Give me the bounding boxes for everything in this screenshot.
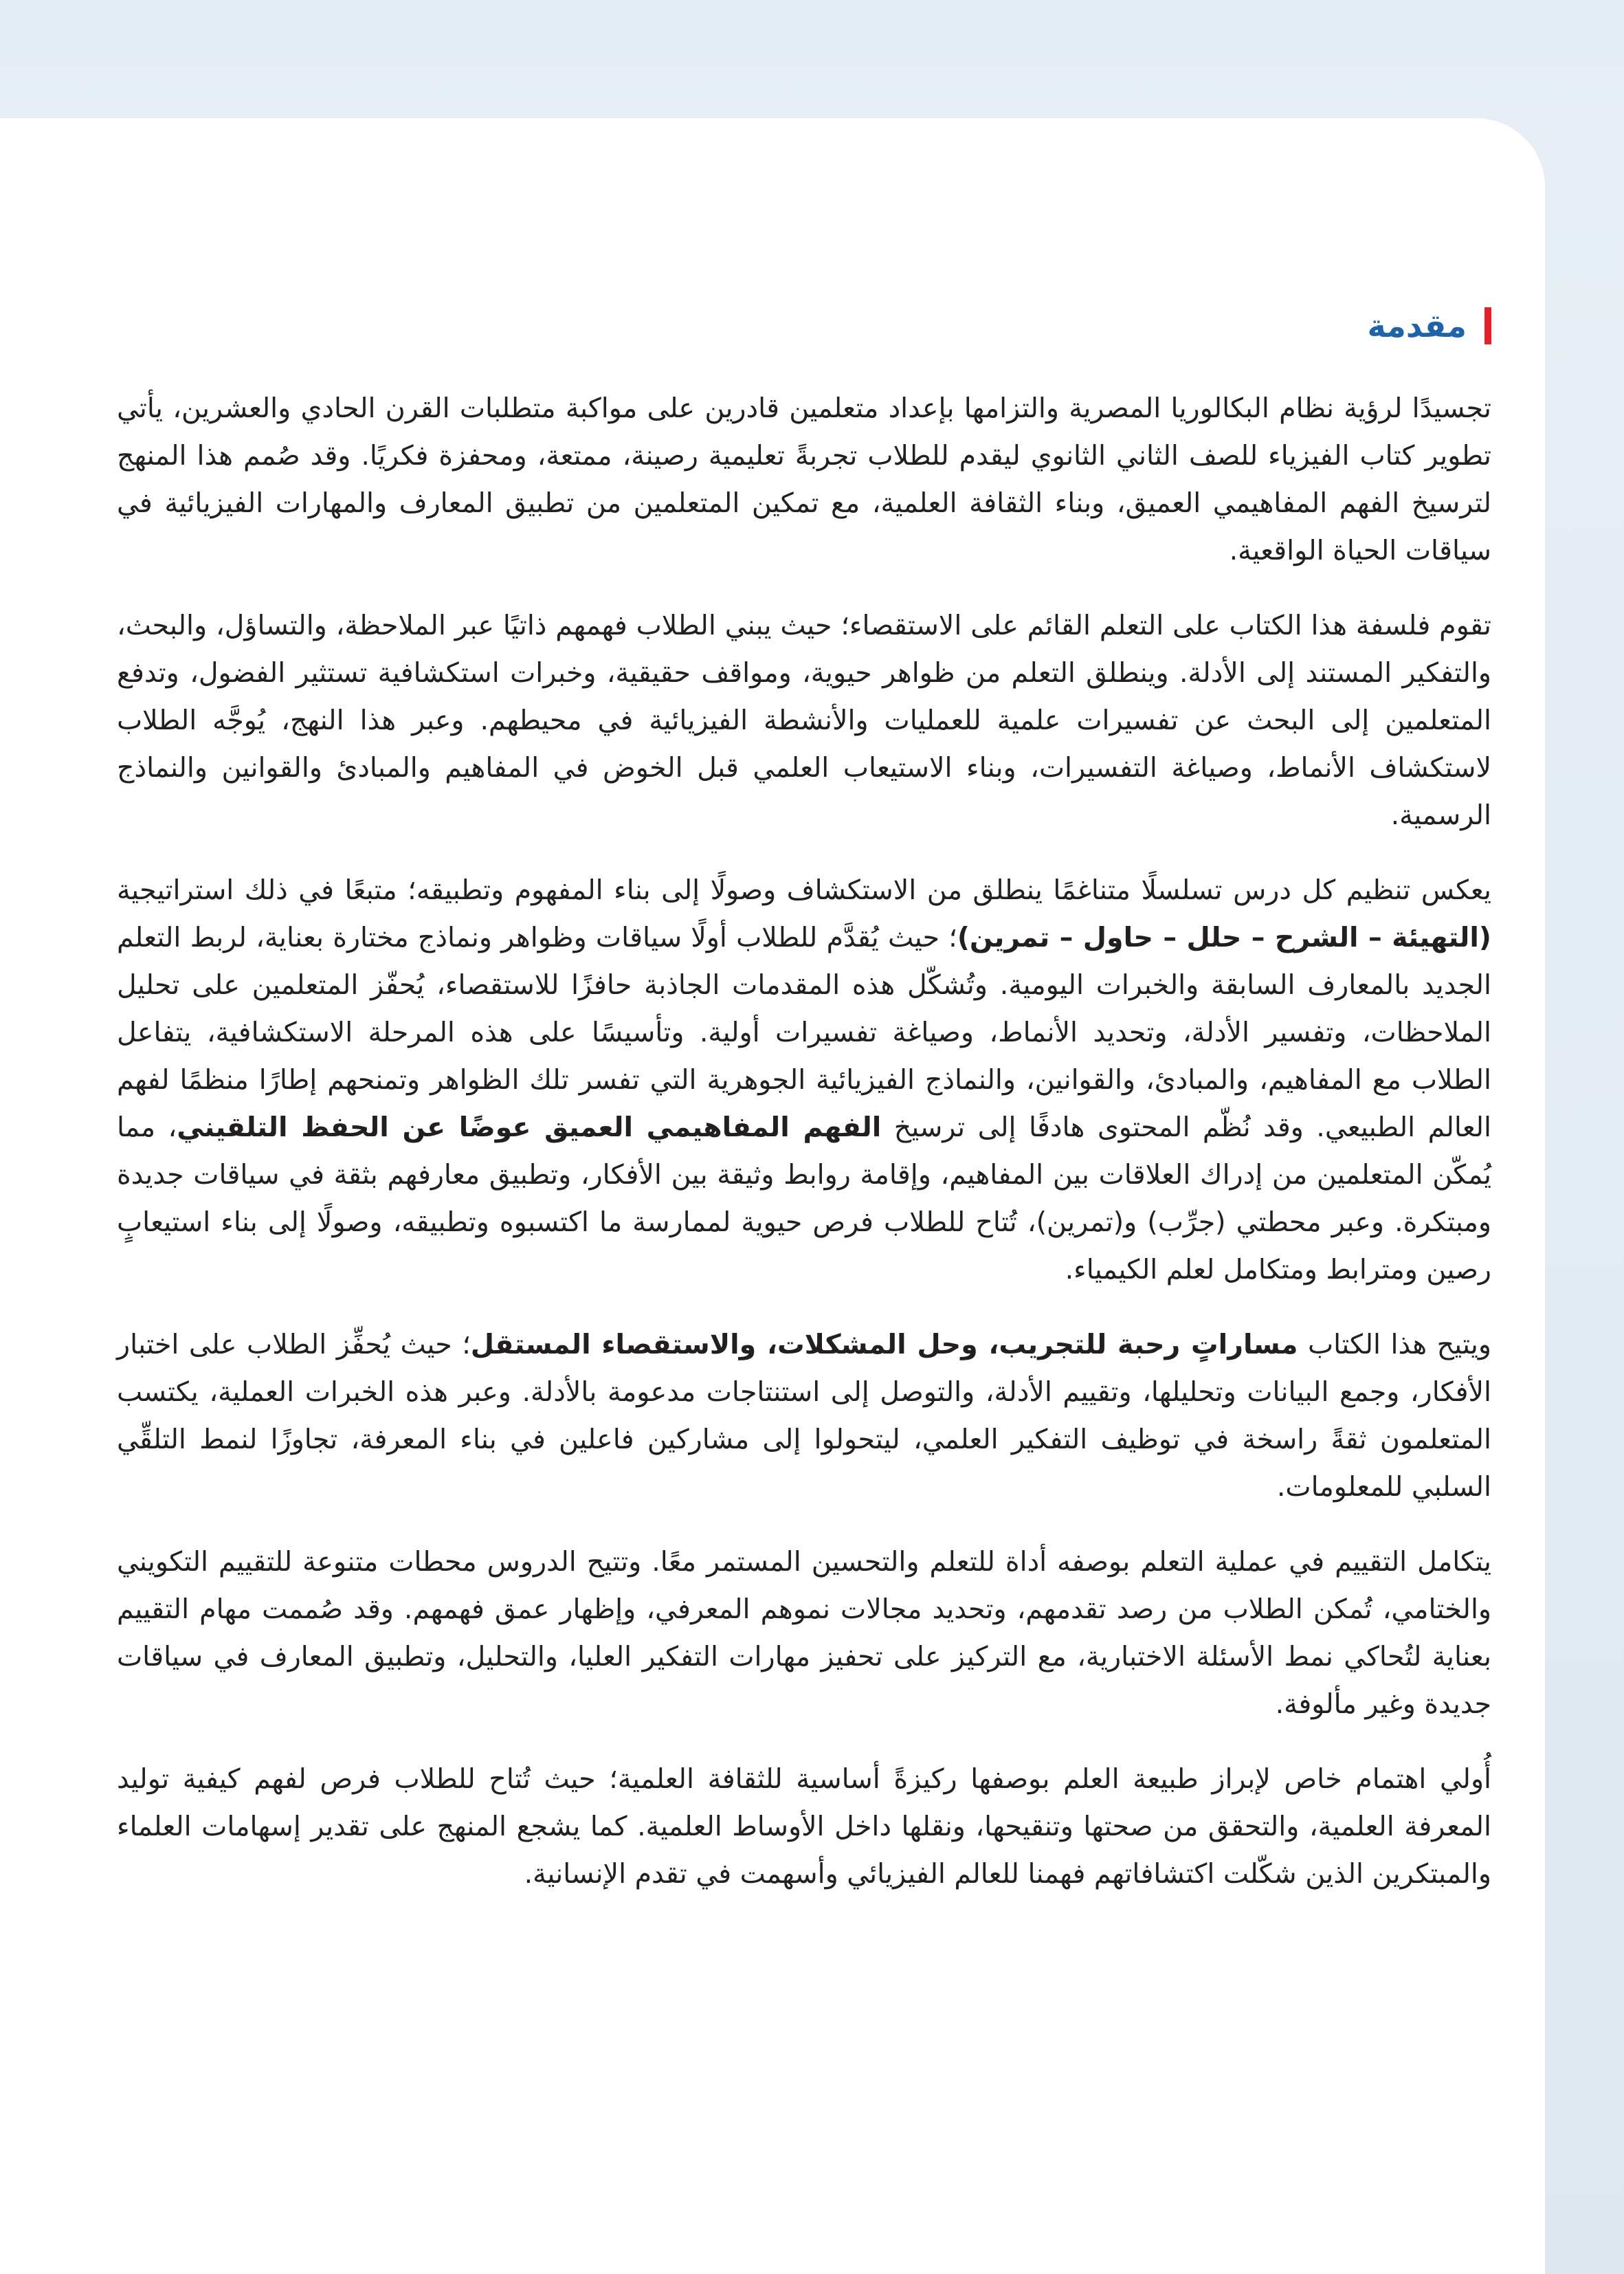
- paragraph-2: [117, 602, 1491, 839]
- heading-title: مقدمة: [1367, 307, 1467, 344]
- paragraph-bold-segment: الفهم المفاهيمي العميق عوضًا عن الحفظ التلقيني: [177, 1112, 882, 1143]
- paragraph-segment: ويتيح هذا الكتاب: [1298, 1329, 1491, 1360]
- paragraph-segment: يتكامل التقييم في عملية التعلم بوصفه أداة للتعلم والتحسين المستمر معًا. وتتيح الدروس محطات متنوعة للتقييم التكويني والختامي، تُمكن الطلاب من رصد تقدمهم، وتحديد مجالات نموهم المعرفي، وإظهار عمق فهمهم. وقد صُممت مهام التقييم بعناية لتُحاكي نمط الأسئلة الاختبارية، مع التركيز على تحفيز مهارات التفكير العليا، والتحليل، وتطبيق المعارف في سياقات جديدة وغير مألوفة.: [117, 1546, 1491, 1720]
- page-card: [0, 118, 1545, 2274]
- paragraph-bold-segment: مساراتٍ رحبة للتجريب، وحل المشكلات، والاستقصاء المستقل: [470, 1329, 1298, 1360]
- paragraph-segment: ؛ حيث يُحفِّز الطلاب على اختبار الأفكار، وجمع البيانات وتحليلها، وتقييم الأدلة، والتوصل إلى استنتاجات مدعومة بالأدلة. وعبر هذه الخبرات العملية، يكتسب المتعلمون ثقةً راسخة في توظيف التفكير العلمي، ليتحولوا إلى مشاركين فاعلين في بناء المعرفة، تجاوزًا لنمط التلقِّي السلبي للمعلومات.: [117, 1329, 1491, 1503]
- paragraph-segment: أُولي اهتمام خاص لإبراز طبيعة العلم بوصفها ركيزةً أساسية للثقافة العلمية؛ حيث تُتاح للطلاب فرص لفهم كيفية توليد المعرفة العلمية، والتحقق من صحتها وتنقيحها، ونقلها داخل الأوساط العلمية. كما يشجع المنهج على تقدير إسهامات العلماء والمبتكرين الذين شكّلت اكتشافاتهم فهمنا للعالم الفيزيائي وأسهمت في تقدم الإنسانية.: [117, 1763, 1491, 1890]
- page-content: [117, 305, 1491, 1925]
- paragraph-segment: يعكس تنظيم كل درس تسلسلًا متناغمًا ينطلق من الاستكشاف وصولًا إلى بناء المفهوم وتطبيقه؛ متبعًا في ذلك استراتيجية: [117, 874, 1491, 906]
- paragraph-segment: ؛ حيث يُقدَّم للطلاب أولًا سياقات وظواهر ونماذج مختارة بعناية، لربط التعلم الجديد بالمعارف السابقة والخبرات اليومية. وتُشكّل هذه المقدمات الجاذبة حافزًا للاستقصاء، يُحفّز المتعلمين على تحليل الملاحظات، وتفسير الأدلة، وتحديد الأنماط، وصياغة تفسيرات أولية. وتأسيسًا على هذه المرحلة الاستكشافية، يتفاعل الطلاب مع المفاهيم، والمبادئ، والقوانين، والنماذج الفيزيائية الجوهرية التي تفسر تلك الظواهر وتمنحهم إطارًا منظمًا لفهم العالم الطبيعي. وقد نُظّم المحتوى هادفًا إلى ترسيخ: [117, 922, 1491, 1143]
- paragraph-segment: تجسيدًا لرؤية نظام البكالوريا المصرية والتزامها بإعداد متعلمين قادرين على مواكبة متطلبات القرن الحادي والعشرين، يأتي تطوير كتاب الفيزياء للصف الثاني الثانوي ليقدم للطلاب تجربةً تعليمية رصينة، ممتعة، ومحفزة فكريًا. وقد صُمم هذا المنهج لترسيخ الفهم المفاهيمي العميق، وبناء الثقافة العلمية، مع تمكين المتعلمين من تطبيق المعارف والمهارات الفيزيائية في سياقات الحياة الواقعية.: [117, 393, 1491, 566]
- paragraph-5: [117, 1538, 1491, 1728]
- paragraph-6: [117, 1756, 1491, 1898]
- paragraph-bold-segment: (التهيئة – الشرح – حلل – حاول – تمرين): [957, 922, 1491, 953]
- paragraph-segment: تقوم فلسفة هذا الكتاب على التعلم القائم على الاستقصاء؛ حيث يبني الطلاب فهمهم ذاتيًا عبر الملاحظة، والتساؤل، والبحث، والتفكير المستند إلى الأدلة. وينطلق التعلم من ظواهر حيوية، ومواقف حقيقية، وخبرات استكشافية تستثير الفضول، وتدفع المتعلمين إلى البحث عن تفسيرات علمية للعمليات والأنشطة الفيزيائية في محيطهم. وعبر هذا النهج، يُوجَّه الطلاب لاستكشاف الأنماط، وصياغة التفسيرات، وبناء الاستيعاب العلمي قبل الخوض في المفاهيم والمبادئ والقوانين والنماذج الرسمية.: [117, 610, 1491, 831]
- paragraph-1: [117, 385, 1491, 575]
- paragraph-4: [117, 1321, 1491, 1511]
- heading-accent-bar: [1484, 307, 1491, 344]
- paragraph-3: [117, 867, 1491, 1294]
- paragraph-segment: ، مما يُمكّن المتعلمين من إدراك العلاقات بين المفاهيم، وإقامة روابط وثيقة بين الأفكار، وتطبيق معارفهم بثقة في سياقات جديدة ومبتكرة. وعبر محطتي (جرِّب) و(تمرين)، تُتاح للطلاب فرص حيوية لممارسة ما اكتسبوه وتطبيقه، وصولًا إلى بناء استيعابٍ رصين ومترابط ومتكامل لعلم الكيمياء.: [117, 1112, 1491, 1285]
- section-heading: [117, 305, 1491, 346]
